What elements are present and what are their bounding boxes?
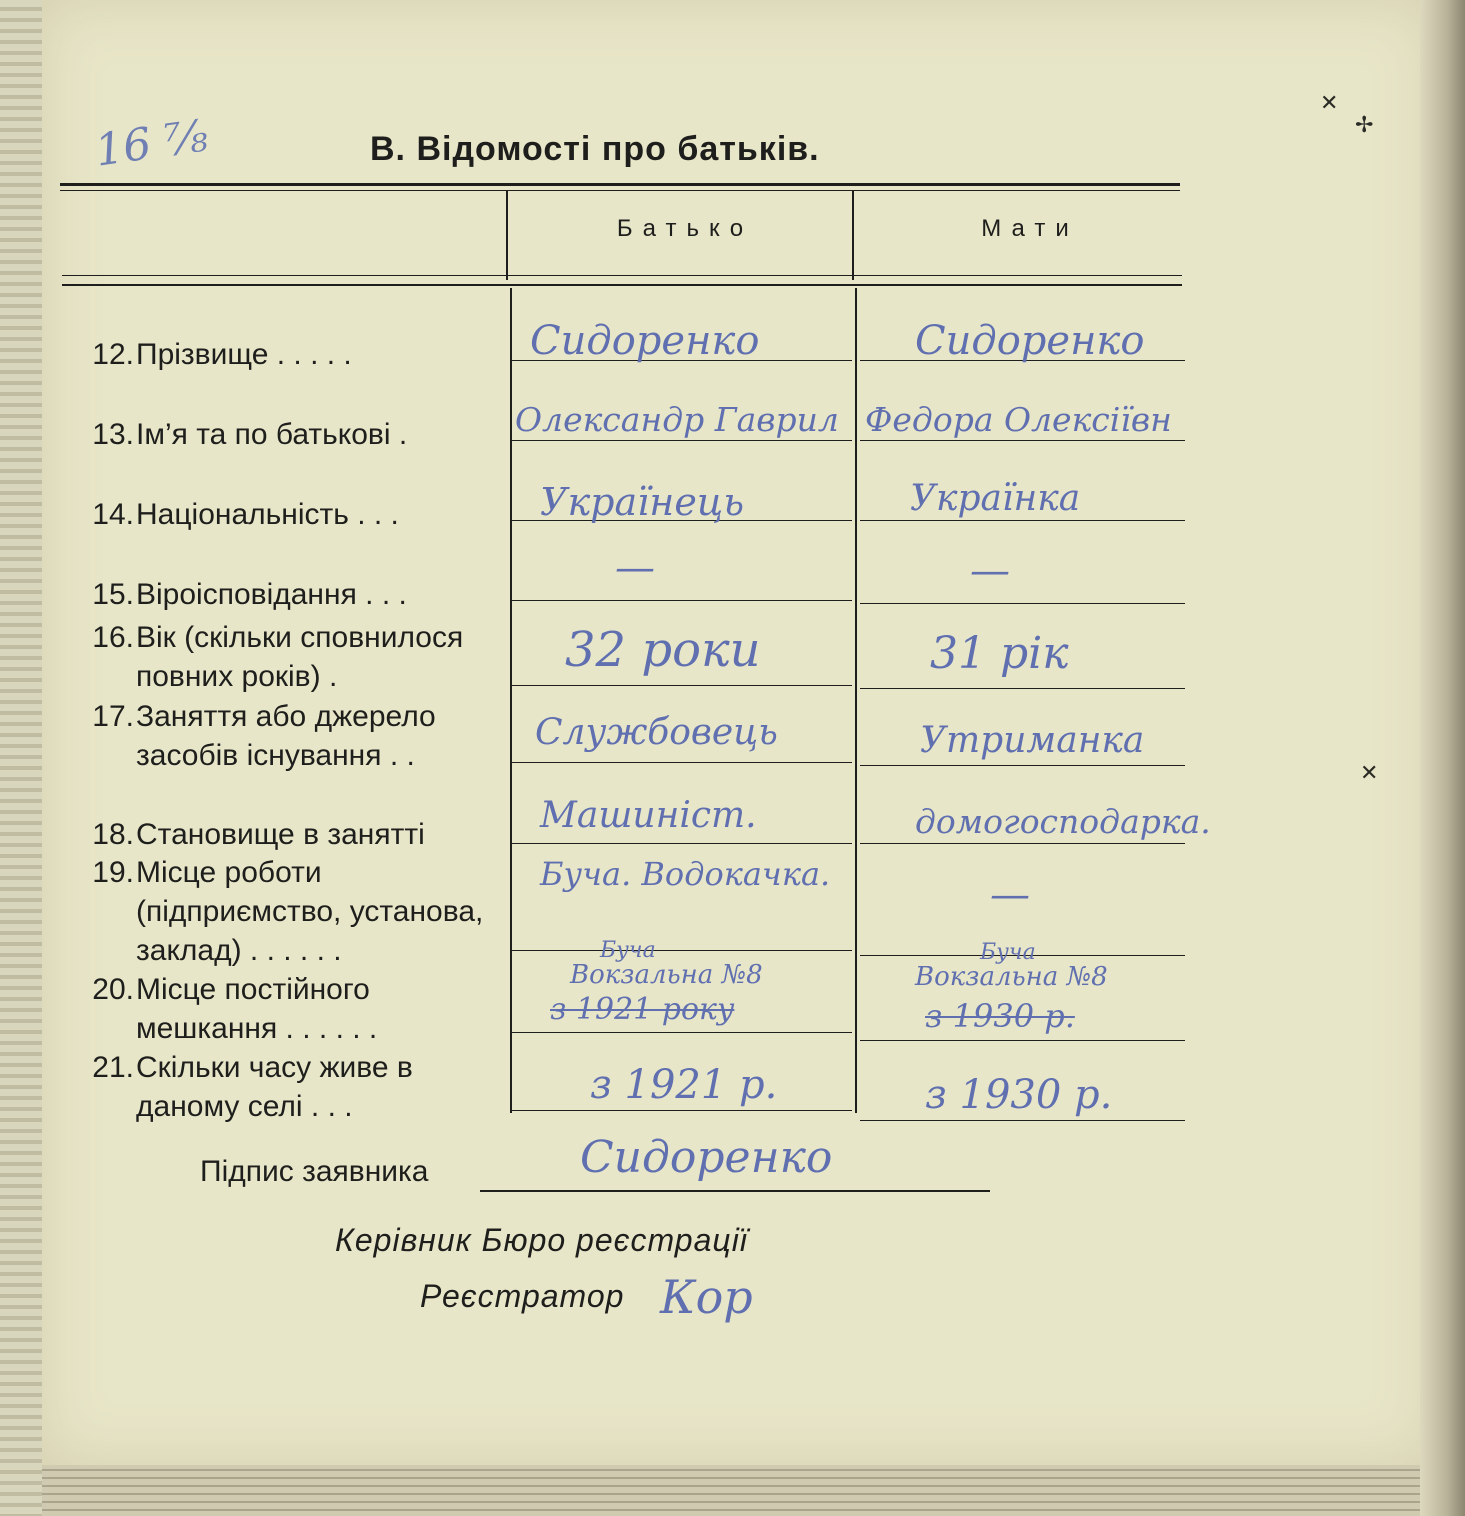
signature-label: Підпис заявника [200,1155,429,1188]
mother-position: домогосподарка. [915,802,1211,841]
header-divider-1 [506,190,508,280]
underline [860,603,1185,604]
binding-edge [0,0,42,1516]
underline [860,520,1185,521]
underline [512,762,852,763]
mother-surname: Сидоренко [915,318,1145,364]
father-age: 32 роки [565,622,761,678]
father-nationality: Українець [540,480,745,524]
father-name: Олександр Гаврил [515,400,839,439]
column-header-mother: Мати [981,215,1079,242]
header-rule-top-2 [60,190,1180,191]
underline [860,688,1185,689]
row-16-label: 16. Вік (скільки сповнилося повних років) . [92,621,464,693]
edge-mark: ✕ [1320,90,1339,115]
torn-right-edge [1420,0,1465,1516]
underline [512,843,852,844]
row-13-label: 13. Ім’я та по батькові . [92,418,408,451]
row-15-label: 15. Віроісповідання . . . [92,578,407,611]
applicant-signature: Сидоренко [580,1132,833,1183]
underline [860,765,1185,766]
row-18-label: 18. Становище в занятті [92,818,425,851]
registrar-signature: Кор [660,1270,753,1324]
father-residence-street: Вокзальна №8 [570,960,763,990]
mother-residence-struck: з 1930 р. [925,997,1075,1035]
header-rule-top [60,183,1180,186]
row-20-label: 20. Місце постійного мешкання . . . . . . [92,973,378,1045]
mother-workplace: — [990,872,1030,918]
underline [860,843,1185,844]
father-duration: з 1921 р. [590,1062,778,1108]
row-17-label: 17. Заняття або джерело засобів існування . . [92,700,436,772]
edge-mark: ✕ [1360,760,1379,785]
registrar-label: Реєстратор [420,1278,625,1314]
row-14-label: 14. Національність . . . [92,498,399,531]
signature-line [480,1190,990,1192]
mother-residence-street: Вокзальна №8 [915,962,1108,992]
mother-residence-city: Буча [980,940,1036,965]
father-residence-city: Буча [600,938,656,963]
underline [512,950,852,951]
mother-age: 31 рік [930,628,1069,679]
header-rule-bottom-2 [62,284,1182,286]
father-position: Машиніст. [540,795,757,836]
father-residence-struck: з 1921 року [550,992,735,1027]
underline [512,685,852,686]
body-divider-left [510,288,512,1113]
row-21-label: 21. Скільки часу живе в даному селі . . . [92,1051,413,1123]
column-header-father: Батько [616,215,754,242]
underline [860,440,1185,441]
underline [860,1040,1185,1041]
row-19-label: 19. Місце роботи (підприємство, установа, заклад) . . . . . . [92,856,484,967]
mother-duration: з 1930 р. [925,1072,1113,1118]
handwritten-page-number: 16 ⅞ [91,110,211,177]
father-occupation: Службовець [535,712,778,753]
father-religion: — [615,545,655,591]
header-rule-bottom [62,275,1182,276]
form-title: В. Відомості про батьків. [370,130,820,168]
mother-religion: — [970,548,1010,594]
row-12-label: 12. Прізвище . . . . . [92,338,352,371]
bureau-head-label: Керівник Бюро реєстрації [335,1222,748,1258]
underline [512,1032,852,1033]
underline [512,440,852,441]
underline [860,1120,1185,1121]
underline [512,1110,852,1111]
mother-nationality: Українка [910,478,1081,519]
father-surname: Сидоренко [530,318,760,364]
father-workplace: Буча. Водокачка. [540,855,831,893]
edge-mark: ✢ [1355,112,1374,137]
mother-name: Федора Олексіївн [865,400,1172,439]
body-divider-mid [855,288,857,1113]
underline [512,600,852,601]
mother-occupation: Утриманка [920,720,1145,761]
